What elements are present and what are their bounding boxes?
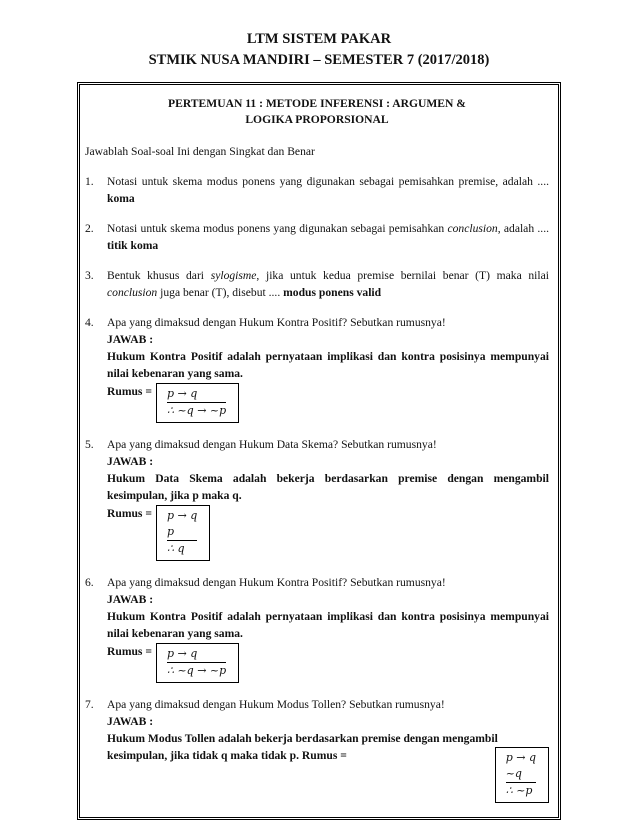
question-list — [85, 173, 549, 803]
question-body-end: juga benar (T), disebut .... — [160, 286, 281, 299]
instruction-text: Jawablah Soal-soal Ini dengan Singkat dan Benar — [85, 145, 315, 158]
question-text — [107, 173, 549, 207]
formula-label: Rumus = — [107, 507, 152, 520]
question-7 — [85, 696, 549, 803]
question-text: Apa yang dimaksud dengan Hukum Kontra Positif? Sebutkan rumusnya! — [107, 316, 446, 329]
question-text — [107, 220, 549, 254]
question-text: Apa yang dimaksud dengan Hukum Kontra Positif? Sebutkan rumusnya! — [107, 576, 446, 589]
question-number: 7. — [85, 698, 94, 711]
answer-text: Hukum Data Skema adalah bekerja berdasarkan premise dengan mengambil kesimpulan, jika p maka q. — [107, 472, 549, 502]
answer-text-line2: kesimpulan, jika tidak q maka tidak p. Rumus = — [107, 749, 347, 762]
question-text: Apa yang dimaksud dengan Hukum Modus Tollen? Sebutkan rumusnya! — [107, 698, 445, 711]
formula-box — [495, 747, 549, 803]
formula-row — [107, 383, 549, 423]
question-body-end: , adalah .... — [497, 222, 549, 235]
worksheet-content — [85, 96, 549, 816]
formula-premise-1: p → q — [505, 751, 536, 764]
formula-row — [107, 505, 549, 561]
course-title: LTM SISTEM PAKAR — [246, 31, 392, 47]
answer-text-line1: Hukum Modus Tollen adalah bekerja berdasarkan premise dengan mengambil — [107, 732, 498, 745]
question-text: Apa yang dimaksud dengan Hukum Data Skema? Sebutkan rumusnya! — [107, 438, 437, 451]
formula-premise-2: p — [167, 524, 197, 541]
question-number: 5. — [85, 438, 94, 451]
question-number: 1. — [85, 175, 94, 188]
formula-premise-2: ~q — [506, 766, 536, 783]
formula-conclusion: ∴ ~q → ~p — [166, 404, 227, 417]
question-5 — [85, 436, 549, 561]
question-6 — [85, 574, 549, 683]
emphasis-term-2: conclusion — [107, 286, 158, 299]
answer-text: modus ponens valid — [283, 286, 382, 299]
formula-box — [156, 643, 239, 683]
answer-text: Hukum Kontra Positif adalah pernyataan implikasi dan kontra posisinya mempunyai nilai kebenaran yang sama. — [107, 610, 549, 640]
question-number: 2. — [85, 222, 94, 235]
formula-row — [107, 643, 549, 683]
formula-label: Rumus = — [107, 645, 152, 658]
question-body: Bentuk khusus dari — [107, 269, 205, 282]
emphasis-term: sylogisme — [210, 269, 257, 282]
answer-text: Hukum Kontra Positif adalah pernyataan implikasi dan kontra posisinya mempunyai nilai kebenaran yang sama. — [107, 350, 549, 380]
answer-label: JAWAB : — [107, 715, 154, 728]
formula-label: Rumus = — [107, 385, 152, 398]
course-subtitle: STMIK NUSA MANDIRI – SEMESTER 7 (2017/2018) — [148, 52, 490, 68]
question-number: 4. — [85, 316, 94, 329]
question-text — [107, 267, 549, 301]
document-header — [0, 30, 638, 70]
question-2 — [85, 220, 549, 254]
question-3 — [85, 267, 549, 301]
question-number: 6. — [85, 576, 94, 589]
session-title-line2: LOGIKA PROPORSIONAL — [245, 113, 389, 126]
formula-conclusion: ∴ ~q → ~p — [166, 664, 227, 677]
question-body: Notasi untuk skema modus ponens yang digunakan sebagai pemisahkan — [107, 222, 445, 235]
emphasis-term: conclusion — [447, 222, 498, 235]
question-1 — [85, 173, 549, 207]
question-body: Notasi untuk skema modus ponens yang digunakan sebagai pemisahkan premise, adalah .... — [107, 175, 549, 188]
answer-label: JAWAB : — [107, 333, 154, 346]
answer-with-formula — [107, 747, 549, 803]
session-title — [85, 96, 549, 128]
session-title-line1: PERTEMUAN 11 : METODE INFERENSI : ARGUMEN & — [168, 97, 466, 110]
question-4 — [85, 314, 549, 423]
question-body-mid: , jika untuk kedua premise bernilai benar (T) maka nilai — [256, 269, 549, 282]
formula-premise-1: p → q — [166, 509, 198, 522]
formula-box — [156, 383, 239, 423]
answer-text: koma — [107, 192, 135, 205]
answer-label: JAWAB : — [107, 593, 154, 606]
question-number: 3. — [85, 269, 94, 282]
answer-text: titik koma — [107, 239, 159, 252]
answer-label: JAWAB : — [107, 455, 154, 468]
formula-conclusion: ∴ q — [166, 542, 185, 555]
formula-conclusion: ∴ ~p — [505, 784, 533, 797]
formula-premise: p → q — [167, 386, 226, 403]
formula-premise: p → q — [167, 646, 226, 663]
formula-box — [156, 505, 210, 561]
